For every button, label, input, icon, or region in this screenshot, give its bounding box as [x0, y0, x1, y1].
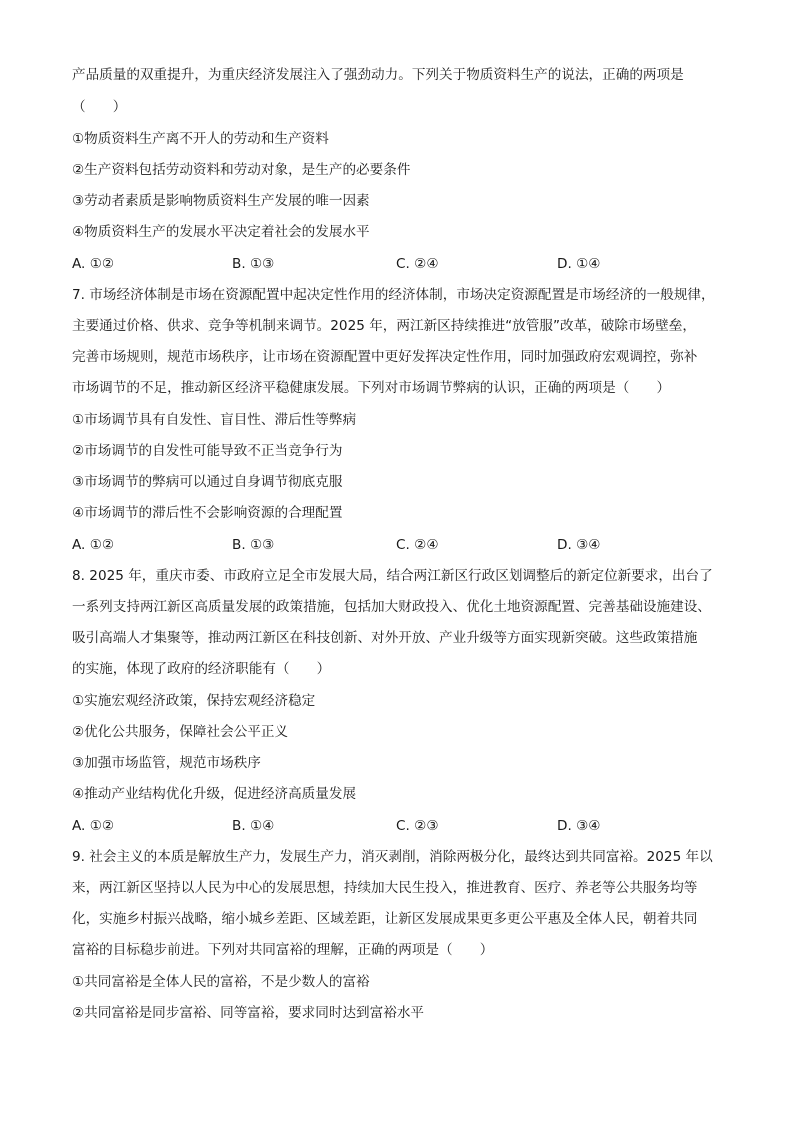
q6-option-a[interactable]: A. ①②	[72, 256, 115, 272]
q9-stem-line-1: 9. 社会主义的本质是解放生产力，发展生产力，消灭剥削，消除两极分化，最终达到共同富裕。2025 年以	[72, 849, 713, 865]
q6-statement-3: ③劳动者素质是影响物质资料生产发展的唯一因素	[72, 193, 370, 209]
q8-statement-3: ③加强市场监管，规范市场秩序	[72, 755, 261, 771]
q8-statement-4: ④推动产业结构优化升级，促进经济高质量发展	[72, 786, 357, 802]
q7-statement-3: ③市场调节的弊病可以通过自身调节彻底克服	[72, 474, 343, 490]
q8-statement-1: ①实施宏观经济政策，保持宏观经济稳定	[72, 693, 316, 709]
q6-stem-line-1: 产品质量的双重提升，为重庆经济发展注入了强劲动力。下列关于物质资料生产的说法，正确的两项是	[72, 67, 684, 83]
q8-option-b[interactable]: B. ①④	[232, 818, 275, 834]
q7-stem-line-1: 7. 市场经济体制是市场在资源配置中起决定性作用的经济体制，市场决定资源配置是市场经济的一般规律，	[72, 287, 715, 303]
q8-statement-2: ②优化公共服务，保障社会公平正义	[72, 724, 289, 740]
q7-statement-2: ②市场调节的自发性可能导致不正当竞争行为	[72, 443, 343, 459]
q9-stem-line-3: 化，实施乡村振兴战略，缩小城乡差距、区域差距，让新区发展成果更多更公平惠及全体人民，朝着共同	[72, 911, 698, 927]
q8-stem-line-1: 8. 2025 年，重庆市委、市政府立足全市发展大局，结合两江新区行政区划调整后的新定位新要求，出台了	[72, 568, 713, 584]
q7-statement-4: ④市场调节的滞后性不会影响资源的合理配置	[72, 505, 343, 521]
q7-option-d[interactable]: D. ③④	[557, 537, 601, 553]
q7-statement-1: ①市场调节具有自发性、盲目性、滞后性等弊病	[72, 412, 357, 428]
q8-stem-line-2: 一系列支持两江新区高质量发展的政策措施，包括加大财政投入、优化土地资源配置、完善基础设施建设、	[72, 599, 711, 615]
q8-option-c[interactable]: C. ②③	[396, 818, 439, 834]
q6-stem-line-2: （ ）	[72, 99, 127, 115]
q8-option-d[interactable]: D. ③④	[557, 818, 601, 834]
q9-statement-2: ②共同富裕是同步富裕、同等富裕，要求同时达到富裕水平	[72, 1005, 425, 1021]
q8-stem-line-3: 吸引高端人才集聚等，推动两江新区在科技创新、对外开放、产业升级等方面实现新突破。这些政策措施	[72, 630, 698, 646]
q7-option-b[interactable]: B. ①③	[232, 537, 275, 553]
q7-stem-line-3: 完善市场规则，规范市场秩序，让市场在资源配置中更好发挥决定性作用，同时加强政府宏观调控，弥补	[72, 349, 698, 365]
q7-option-a[interactable]: A. ①②	[72, 537, 115, 553]
q6-option-c[interactable]: C. ②④	[396, 256, 439, 272]
q8-stem-line-4: 的实施，体现了政府的经济职能有（ ）	[72, 661, 331, 677]
q9-stem-line-2: 来，两江新区坚持以人民为中心的发展思想，持续加大民生投入，推进教育、医疗、养老等公共服务均等	[72, 880, 698, 896]
q6-option-b[interactable]: B. ①③	[232, 256, 275, 272]
q7-stem-line-2: 主要通过价格、供求、竞争等机制来调节。2025 年，两江新区持续推进“放管服”改革，破除市场壁垒，	[72, 318, 696, 334]
q6-statement-2: ②生产资料包括劳动资料和劳动对象，是生产的必要条件	[72, 162, 411, 178]
q8-option-a[interactable]: A. ①②	[72, 818, 115, 834]
q6-statement-4: ④物质资料生产的发展水平决定着社会的发展水平	[72, 224, 370, 240]
q9-stem-line-4: 富裕的目标稳步前进。下列对共同富裕的理解，正确的两项是（ ）	[72, 942, 494, 958]
q7-stem-line-4: 市场调节的不足，推动新区经济平稳健康发展。下列对市场调节弊病的认识，正确的两项是（ ）	[72, 380, 671, 396]
q7-option-c[interactable]: C. ②④	[396, 537, 439, 553]
q6-statement-1: ①物质资料生产离不开人的劳动和生产资料	[72, 131, 329, 147]
q9-statement-1: ①共同富裕是全体人民的富裕，不是少数人的富裕	[72, 974, 370, 990]
q6-option-d[interactable]: D. ①④	[557, 256, 601, 272]
